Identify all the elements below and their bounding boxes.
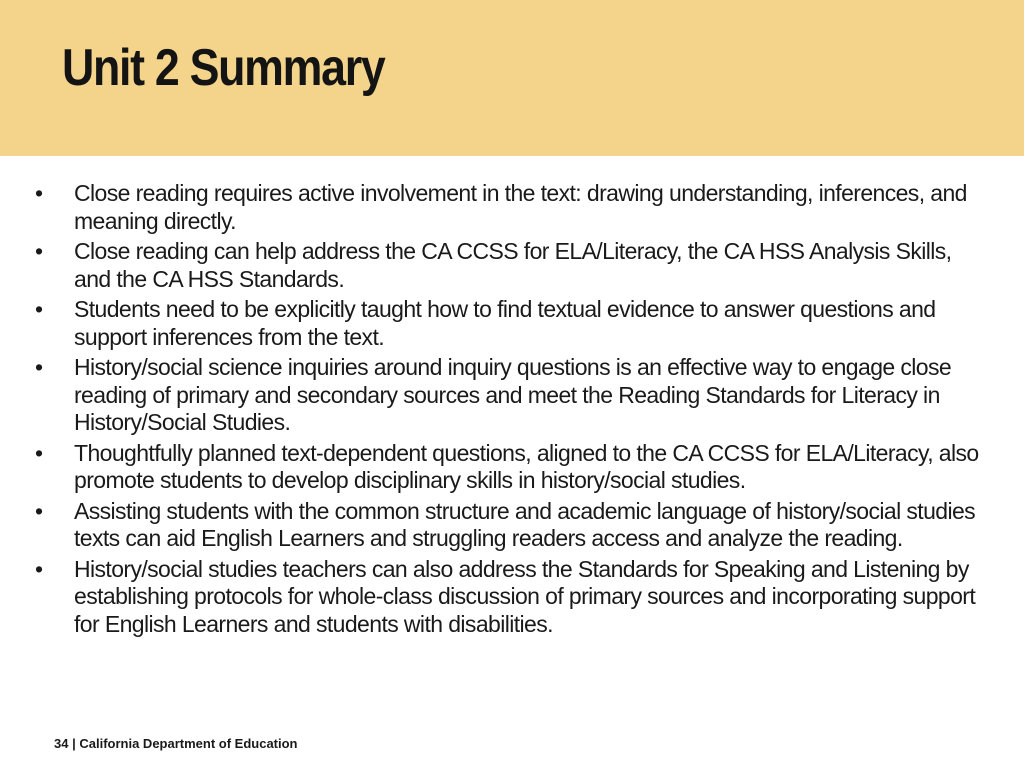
bullet-text: Assisting students with the common structure and academic language of history/social studies texts can aid English Learners and struggling readers access and analyze the reading. (74, 497, 976, 551)
bullet-text: Thoughtfully planned text-dependent questions, aligned to the CA CCSS for ELA/Literacy, also promote students to develop disciplinary skills in history/social studies. (74, 439, 979, 493)
bullet-text: Close reading requires active involvement in the text: drawing understanding, inferences, and meaning directly. (74, 180, 967, 234)
bullet-item (24, 354, 984, 437)
bullet-item (24, 498, 984, 553)
bullet-text: Students need to be explicitly taught how to find textual evidence to answer questions and support inferences from the text. (74, 296, 936, 350)
slide-footer (54, 736, 298, 751)
bullet-text: History/social studies teachers can also address the Standards for Speaking and Listening by establishing protocols for whole-class discussion of primary sources and incorporating support for English Learners and students with disabilities. (74, 555, 976, 637)
bullet-marker: • (35, 497, 43, 524)
bullet-text: Close reading can help address the CA CCSS for ELA/Literacy, the CA HSS Analysis Skills, and the CA HSS Standards. (74, 238, 952, 292)
bullet-item (24, 238, 984, 293)
footer-separator: | (72, 736, 76, 751)
bullet-marker: • (35, 555, 43, 582)
organization-name: California Department of Education (79, 736, 298, 751)
bullet-item (24, 556, 984, 639)
bullet-marker: • (35, 439, 43, 466)
bullet-list (24, 180, 984, 641)
bullet-marker: • (35, 180, 43, 206)
bullet-item (24, 296, 984, 351)
bullet-item (24, 440, 984, 495)
bullet-item (24, 180, 984, 235)
slide-title: Unit 2 Summary (62, 39, 385, 97)
page-number: 34 (54, 736, 69, 751)
bullet-marker: • (35, 238, 43, 264)
bullet-text: History/social science inquiries around inquiry questions is an effective way to engage close reading of primary and secondary sources and meet the Reading Standards for Literacy in History/Social Studies. (74, 354, 952, 435)
bullet-marker: • (35, 296, 43, 322)
bullet-marker: • (35, 354, 43, 380)
